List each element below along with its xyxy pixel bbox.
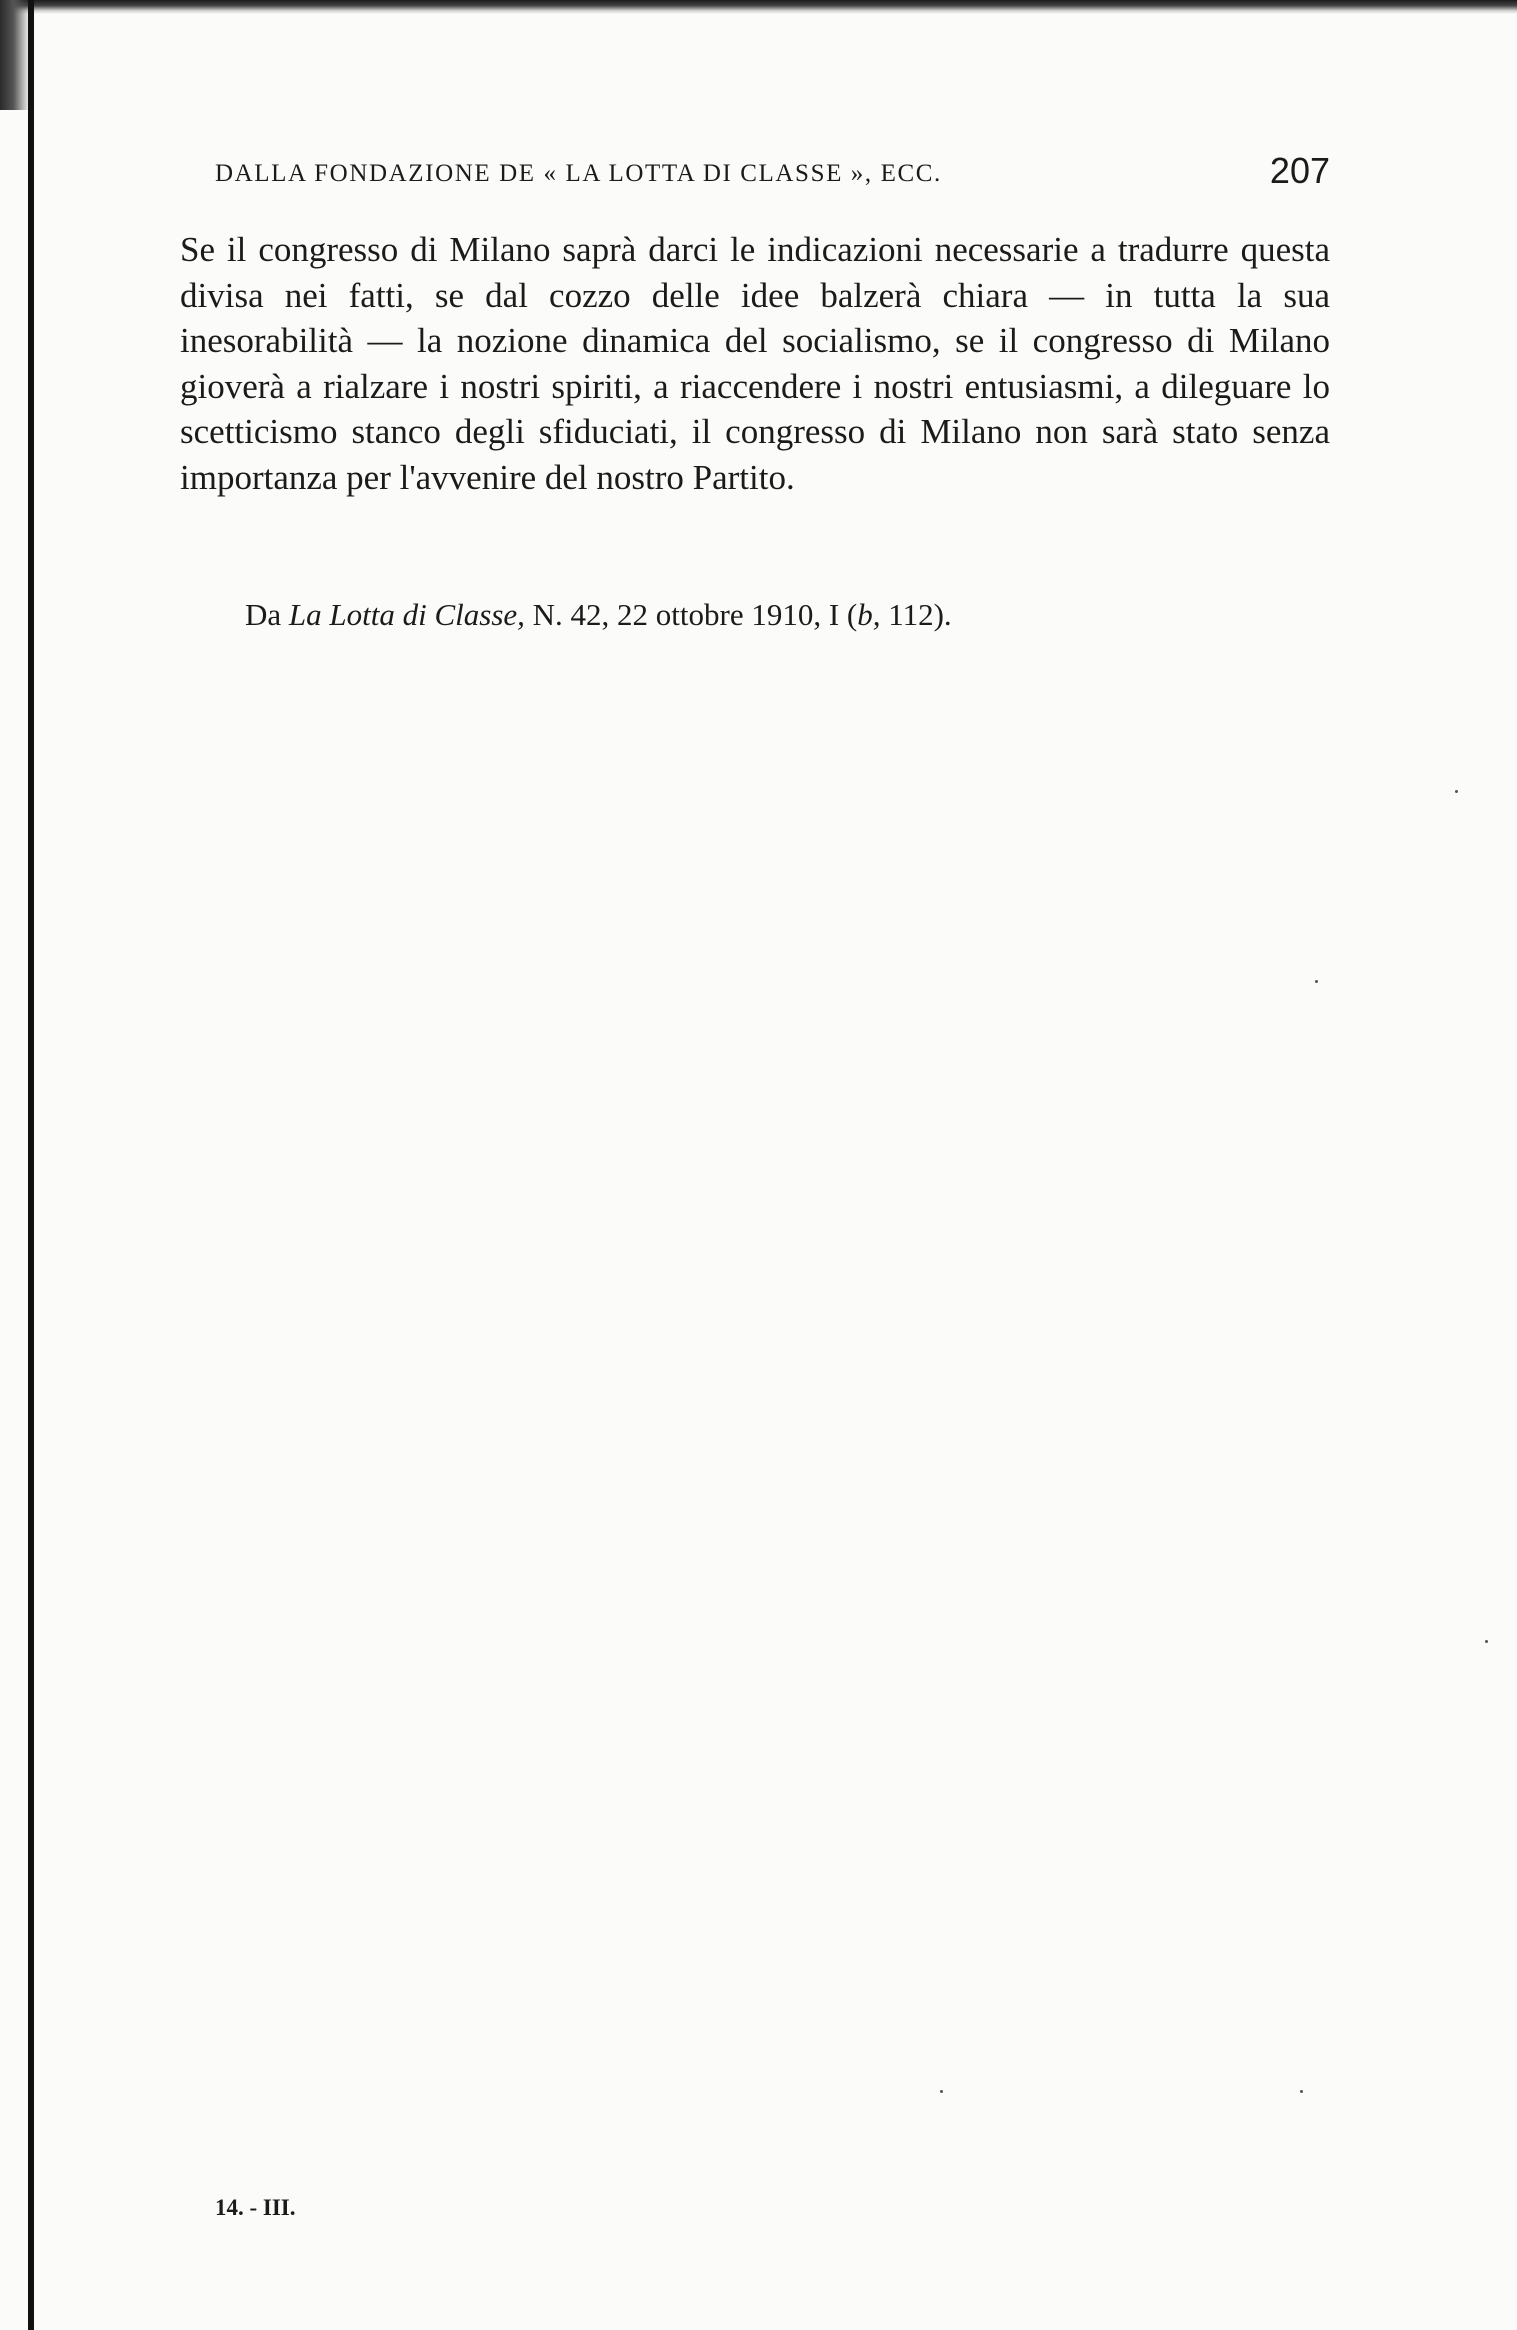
scan-speck (1455, 790, 1458, 793)
source-journal: La Lotta di Classe, (288, 597, 525, 632)
scan-binding-edge (28, 0, 34, 2330)
scan-speck (1315, 980, 1318, 983)
body-paragraph: Se il congresso di Milano saprà darci le indicazioni necessarie a tradurre questa divisa nei fatti, se dal cozzo delle idee balzerà chiara — in tutta la sua inesorabilità — la nozione dinamica del socialismo, se il congresso di Milano gioverà a rialzare i nostri spiriti, a riaccendere i nostri entusiasmi, a dileguare lo scetticismo stanco degli sfiduciati, il congresso di Milano non sarà stato senza importanza per l'avvenire del nostro Partito. (180, 230, 1330, 497)
source-prefix: Da (245, 597, 289, 632)
running-head: DALLA FONDAZIONE DE « LA LOTTA DI CLASSE », ECC. (215, 160, 942, 187)
signature-mark: 14. - III. (215, 2195, 296, 2220)
page-header (215, 150, 1330, 200)
scan-binding-shadow (0, 0, 30, 110)
source-ref-letter: b, (857, 597, 881, 632)
scan-speck (1485, 1640, 1488, 1643)
scan-speck (940, 2090, 943, 2093)
source-details: N. 42, 22 ottobre 1910, I ( (524, 597, 858, 632)
scan-top-edge (0, 0, 1517, 14)
source-ref-tail: 112). (880, 597, 952, 632)
page-number: 207 (1269, 150, 1330, 191)
scan-speck (1300, 2090, 1303, 2093)
source-citation (245, 597, 952, 633)
